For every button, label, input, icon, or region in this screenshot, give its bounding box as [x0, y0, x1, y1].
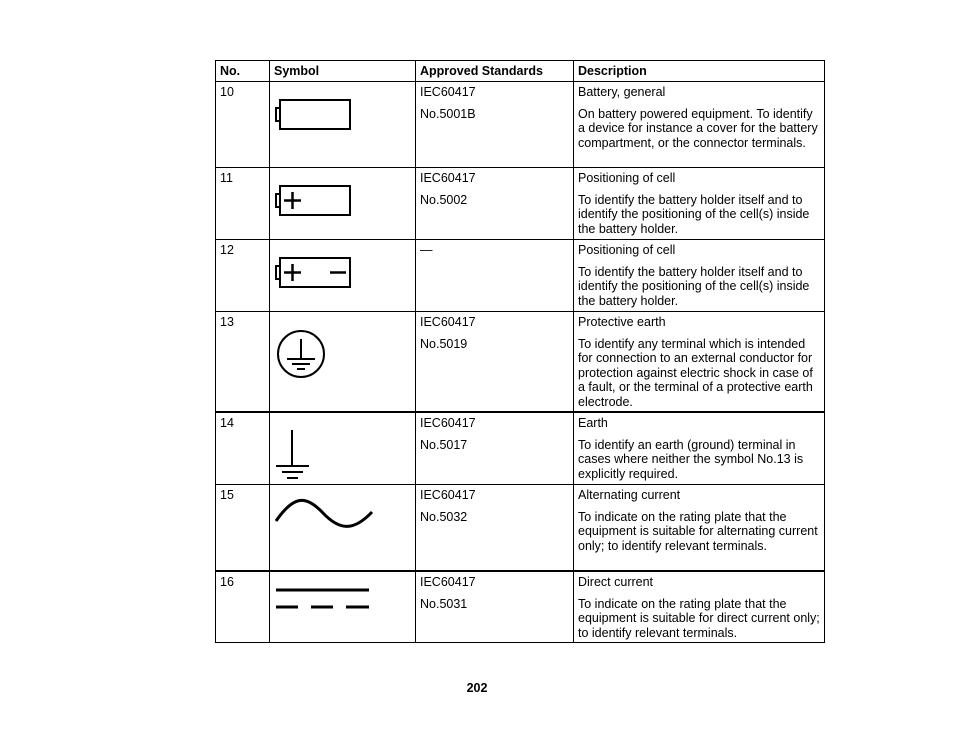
standard-number: No.5001B [420, 106, 476, 121]
symbol-cell [270, 240, 416, 312]
table-row [216, 168, 825, 240]
header-description: Description [574, 61, 825, 82]
row-number: 13 [216, 312, 270, 413]
row-number: 16 [216, 571, 270, 643]
standard-name: IEC60417 [420, 575, 476, 589]
earth-icon [270, 413, 416, 485]
description-title: Positioning of cell [578, 243, 676, 257]
description-text: To identify the battery holder itself and to identify the positioning of the cell(s) inside the battery holder. [578, 264, 810, 308]
row-number: 14 [216, 412, 270, 485]
description-title: Alternating current [578, 488, 681, 502]
standard-name: IEC60417 [420, 85, 476, 99]
description-text: To indicate on the rating plate that the equipment is suitable for direct current only; to identify relevant terminals. [578, 596, 820, 640]
table-row [216, 240, 825, 312]
header-standards: Approved Standards [416, 61, 574, 82]
standard-number: No.5002 [420, 192, 468, 207]
table-row [216, 82, 825, 168]
symbol-cell [270, 168, 416, 240]
description-title: Earth [578, 416, 608, 430]
symbol-cell [270, 412, 416, 485]
table-row [216, 412, 825, 485]
table-row [216, 312, 825, 413]
direct-current-icon [270, 572, 416, 642]
description-text: On battery powered equipment. To identify a device for instance a cover for the battery compartment, or the connector terminals. [578, 106, 818, 150]
row-number: 10 [216, 82, 270, 168]
standard-name: — [420, 243, 433, 257]
description-title: Positioning of cell [578, 171, 676, 185]
standard-name: IEC60417 [420, 416, 476, 430]
symbol-cell [270, 571, 416, 643]
description-title: Direct current [578, 575, 654, 589]
standard-name: IEC60417 [420, 315, 476, 329]
battery-general-icon [270, 82, 416, 168]
battery-plus-icon [270, 168, 416, 240]
page-number: 202 [466, 681, 488, 695]
table-row [216, 485, 825, 572]
description-title: Protective earth [578, 315, 666, 329]
standard-number: No.5031 [420, 596, 468, 611]
standards-cell [416, 571, 574, 643]
header-no: No. [216, 61, 270, 82]
table-header-row [216, 61, 825, 82]
standards-cell [416, 240, 574, 312]
standards-cell [416, 412, 574, 485]
standard-name: IEC60417 [420, 488, 476, 502]
standard-name: IEC60417 [420, 171, 476, 185]
standard-number: No.5032 [420, 509, 468, 524]
description-cell [574, 240, 825, 312]
symbol-cell [270, 82, 416, 168]
description-cell [574, 485, 825, 572]
table-row [216, 571, 825, 643]
description-text: To identify the battery holder itself and to identify the positioning of the cell(s) inside the battery holder. [578, 192, 810, 236]
symbol-cell [270, 485, 416, 572]
battery-plus-minus-icon [270, 240, 416, 312]
row-number: 12 [216, 240, 270, 312]
row-number: 15 [216, 485, 270, 572]
standard-number: No.5019 [420, 336, 468, 351]
standards-cell [416, 485, 574, 572]
description-cell [574, 82, 825, 168]
row-number: 11 [216, 168, 270, 240]
description-text: To identify an earth (ground) terminal in cases where neither the symbol No.13 is explicitly required. [578, 437, 804, 481]
description-text: To identify any terminal which is intended for connection to an external conductor for protection against electric shock in case of a fault, or the terminal of a protective earth electrode. [578, 336, 813, 409]
alternating-current-icon [270, 485, 416, 571]
description-cell [574, 168, 825, 240]
symbols-table [215, 60, 825, 643]
description-text: To indicate on the rating plate that the equipment is suitable for alternating current only; to identify relevant terminals. [578, 509, 818, 553]
standard-number: No.5017 [420, 437, 468, 452]
description-cell [574, 412, 825, 485]
description-cell [574, 312, 825, 413]
standards-cell [416, 82, 574, 168]
standards-cell [416, 312, 574, 413]
symbol-cell [270, 312, 416, 413]
protective-earth-icon [270, 312, 416, 412]
standards-cell [416, 168, 574, 240]
description-title: Battery, general [578, 85, 666, 99]
header-symbol: Symbol [270, 61, 416, 82]
description-cell [574, 571, 825, 643]
